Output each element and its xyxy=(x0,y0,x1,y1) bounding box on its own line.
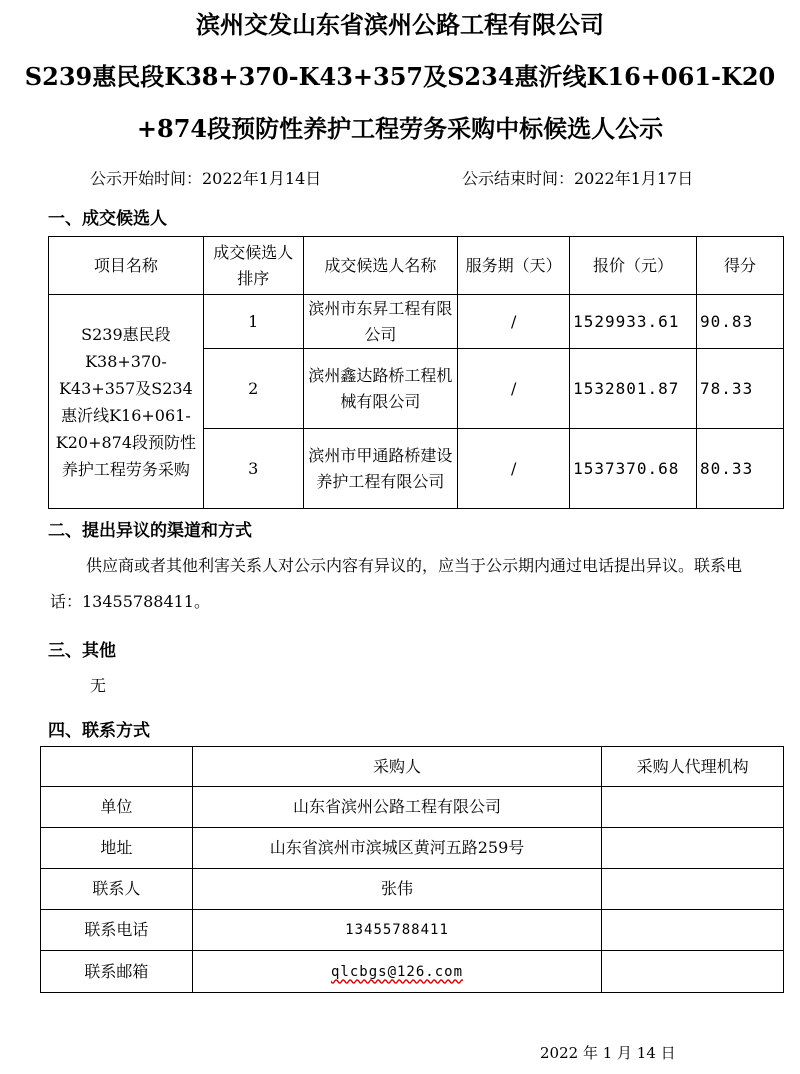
service-period-cell: / xyxy=(458,349,570,429)
email-link[interactable]: qlcbgs@126.com xyxy=(331,963,464,980)
contact-header-row xyxy=(41,747,784,787)
document-title-line1: 滨州交发山东省滨州公路工程有限公司 xyxy=(196,10,604,39)
header-agent: 采购人代理机构 xyxy=(602,747,784,787)
contact-label-cell: 单位 xyxy=(41,787,193,828)
price-cell: 1537370.68 xyxy=(570,429,697,509)
contact-label-cell: 联系邮箱 xyxy=(41,951,193,993)
table-row xyxy=(41,787,784,828)
signature-date: 2022 年 1 月 14 日 xyxy=(540,1044,676,1062)
section-heading-objection: 二、提出异议的渠道和方式 xyxy=(48,521,252,541)
buyer-value-cell: 山东省滨州公路工程有限公司 xyxy=(192,787,602,828)
price-cell: 1529933.61 xyxy=(570,295,697,349)
header-price: 报价（元） xyxy=(570,237,697,295)
candidate-name-cell: 滨州市东昇工程有限公司 xyxy=(303,295,458,349)
header-service-period: 服务期（天） xyxy=(458,237,570,295)
buyer-value-cell: 13455788411 xyxy=(192,910,602,951)
header-project-name: 项目名称 xyxy=(49,237,204,295)
agent-value-cell xyxy=(602,787,784,828)
header-buyer: 采购人 xyxy=(192,747,602,787)
table-row xyxy=(49,295,784,349)
objection-paragraph: 供应商或者其他利害关系人对公示内容有异议的，应当于公示期内通过电话提出异议。联系电话：13455788411。 xyxy=(50,556,743,611)
candidates-header-row xyxy=(49,237,784,295)
contact-label-cell: 地址 xyxy=(41,828,193,869)
candidate-name-cell: 滨州市甲通路桥建设养护工程有限公司 xyxy=(303,429,458,509)
price-cell: 1532801.87 xyxy=(570,349,697,429)
buyer-value-cell: 山东省滨州市滨城区黄河五路259号 xyxy=(192,828,602,869)
score-cell: 90.83 xyxy=(697,295,784,349)
section-heading-contact: 四、联系方式 xyxy=(48,721,150,741)
section-heading-candidates: 一、成交候选人 xyxy=(48,209,167,229)
header-rank: 成交候选人排序 xyxy=(203,237,303,295)
score-cell: 80.33 xyxy=(697,429,784,509)
header-candidate-name: 成交候选人名称 xyxy=(303,237,458,295)
service-period-cell: / xyxy=(458,295,570,349)
buyer-email-cell xyxy=(192,951,602,993)
rank-cell: 1 xyxy=(203,295,303,349)
document-title-line2: S239惠民段K38+370-K43+357及S234惠沂线K16+061-K20 xyxy=(24,62,776,91)
table-row xyxy=(41,828,784,869)
project-name-cell: S239惠民段K38+370-K43+357及S234惠沂线K16+061-K20+874段预防性养护工程劳务采购 xyxy=(49,295,204,509)
other-text: 无 xyxy=(90,676,107,695)
agent-value-cell xyxy=(602,951,784,993)
table-row xyxy=(41,910,784,951)
candidate-name-cell: 滨州鑫达路桥工程机械有限公司 xyxy=(303,349,458,429)
table-row xyxy=(41,951,784,993)
buyer-value-cell: 张伟 xyxy=(192,869,602,910)
table-row xyxy=(41,869,784,910)
service-period-cell: / xyxy=(458,429,570,509)
agent-value-cell xyxy=(602,910,784,951)
score-cell: 78.33 xyxy=(697,349,784,429)
document-title-line3: +874段预防性养护工程劳务采购中标候选人公示 xyxy=(136,114,664,143)
agent-value-cell xyxy=(602,828,784,869)
contact-label-cell: 联系电话 xyxy=(41,910,193,951)
rank-cell: 2 xyxy=(203,349,303,429)
section-heading-other: 三、其他 xyxy=(48,641,116,661)
rank-cell: 3 xyxy=(203,429,303,509)
header-score: 得分 xyxy=(697,237,784,295)
agent-value-cell xyxy=(602,869,784,910)
contact-label-cell: 联系人 xyxy=(41,869,193,910)
contact-table xyxy=(40,746,784,993)
publish-start-date: 公示开始时间：2022年1月14日 xyxy=(90,169,322,188)
publish-end-date: 公示结束时间：2022年1月17日 xyxy=(462,169,694,188)
candidates-table xyxy=(48,236,784,509)
contact-header-blank xyxy=(41,747,193,787)
